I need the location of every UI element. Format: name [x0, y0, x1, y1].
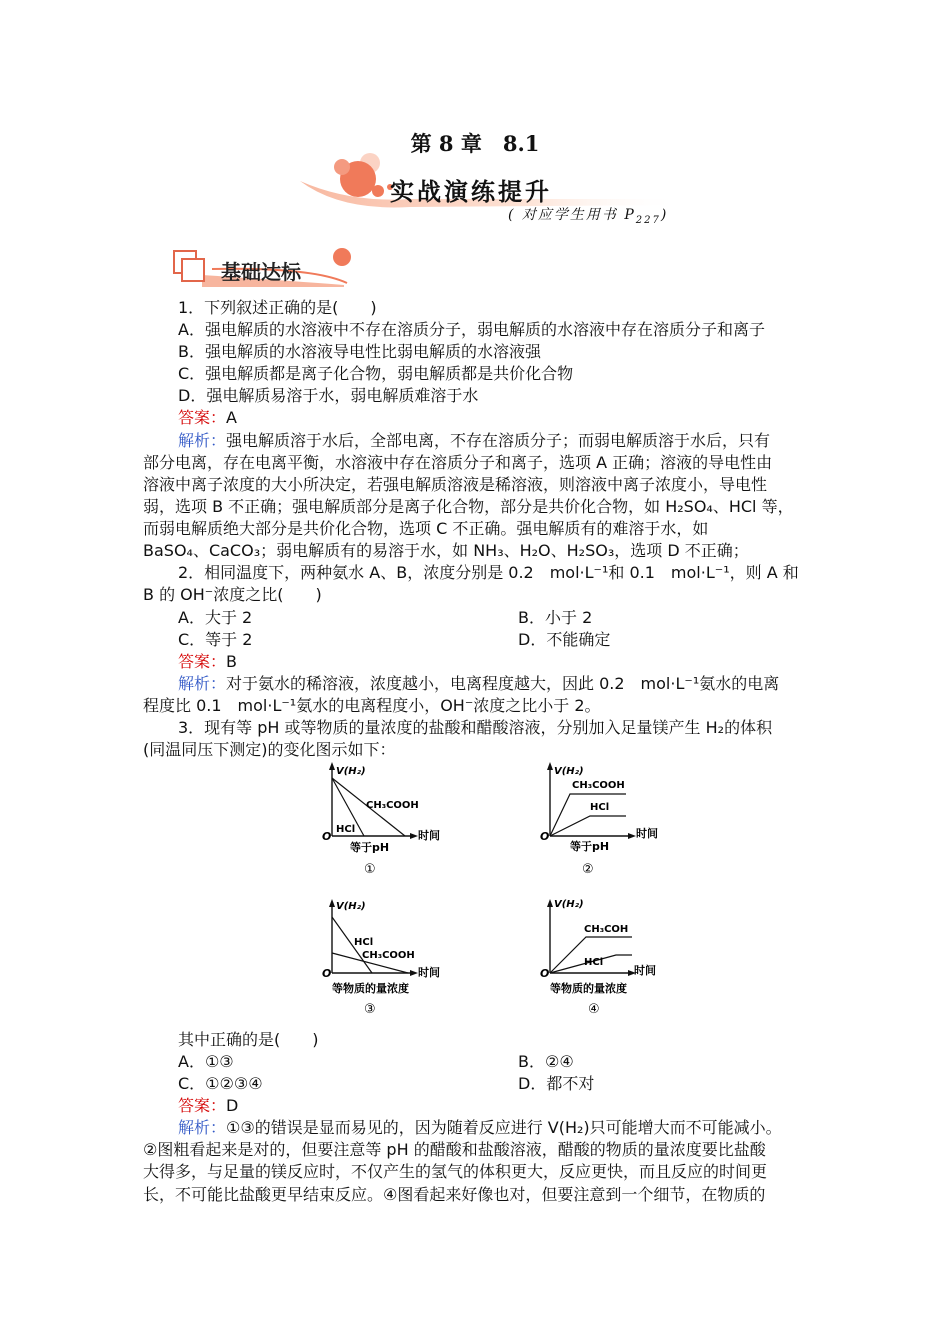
- graph-4: [528, 895, 678, 1020]
- q3-analysis-2: ②图粗看起来是对的，但要注意等 pH 的醋酸和盐酸溶液，醋酸的物质的量浓度要比盐酸: [143, 1140, 766, 1159]
- graph-3-line2-label: CH₃COOH: [362, 950, 415, 961]
- q1-option-a: A．强电解质的水溶液中不存在溶质分子，弱电解质的水溶液中存在溶质分子和离子: [178, 320, 765, 339]
- section-title: 基础达标: [221, 260, 301, 284]
- graph-4-origin: O: [540, 967, 550, 980]
- graph-4-xlabel: 时间: [634, 964, 656, 977]
- graph-2-line2-label: HCl: [590, 802, 610, 813]
- q1-analysis-4: 弱，选项 B 不正确；强电解质部分是离子化合物，部分是共价化合物，如 H₂SO₄、HCl 等，: [143, 497, 794, 516]
- q2-option-a: A．大于 2: [178, 608, 253, 627]
- graph-4-number: ④: [588, 1002, 600, 1017]
- graph-2-origin: O: [540, 830, 550, 843]
- q2-stem-1: 2．相同温度下，两种氨水 A、B，浓度分别是 0.2 mol·L⁻¹和 0.1 mol·L⁻¹，则 A 和: [178, 563, 799, 582]
- q2-option-c: C．等于 2: [178, 630, 253, 649]
- graph-3-ylabel: V(H₂): [336, 901, 366, 912]
- q1-analysis-3: 溶液中离子浓度的大小所决定，若强电解质溶液是稀溶液，则溶液中离子浓度小，导电性: [143, 475, 768, 494]
- q3-answer: 答案：D: [178, 1096, 239, 1115]
- graph-2-xlabel: 时间: [636, 827, 658, 840]
- graph-1-number: ①: [364, 862, 376, 877]
- graph-3-origin: O: [322, 967, 332, 980]
- graph-1-ylabel: V(H₂): [336, 766, 366, 777]
- graph-1-origin: O: [322, 830, 332, 843]
- graph-2-line1-label: CH₃COOH: [572, 780, 625, 791]
- graph-3-number: ③: [364, 1002, 376, 1017]
- q1-option-c: C．强电解质都是离子化合物，弱电解质都是共价化合物: [178, 364, 574, 383]
- graph-3-caption: 等物质的量浓度: [332, 982, 409, 995]
- chapter-title: 第 8 章 8.1: [410, 131, 540, 156]
- q3-option-d: D．都不对: [518, 1074, 595, 1093]
- graph-1-line1-label: CH₃COOH: [366, 800, 419, 811]
- graph-4-ylabel: V(H₂): [554, 899, 584, 910]
- q2-analysis-2: 程度比 0.1 mol·L⁻¹氨水的电离程度小，OH⁻浓度之比小于 2。: [143, 696, 601, 715]
- graph-2-caption: 等于pH: [570, 840, 610, 853]
- q3-option-c: C．①②③④: [178, 1074, 263, 1093]
- q1-analysis-2: 部分电离，存在电离平衡，水溶液中存在溶质分子和离子，选项 A 正确；溶液的导电性由: [143, 453, 773, 472]
- banner-title: 实战演练提升: [390, 178, 552, 206]
- graph-1: [310, 758, 460, 883]
- q1-option-b: B．强电解质的水溶液导电性比弱电解质的水溶液强: [178, 342, 541, 361]
- q1-analysis-6: BaSO₄、CaCO₃；弱电解质有的易溶于水，如 NH₃、H₂O、H₂SO₃，选项 D 不正确；: [143, 541, 749, 560]
- q3-analysis-4: 长，不可能比盐酸更早结束反应。④图看起来好像也对，但要注意到一个细节，在物质的: [143, 1185, 766, 1204]
- graph-4-line1-label: CH₃COH: [584, 924, 629, 935]
- q3-stem-1: 3．现有等 pH 或等物质的量浓度的盐酸和醋酸溶液，分别加入足量镁产生 H₂的体积: [178, 718, 773, 737]
- q3-stem-2: (同温同压下测定)的变化图示如下：: [143, 740, 396, 759]
- q3-stem-3: 其中正确的是( ): [178, 1030, 319, 1049]
- q2-option-b: B．小于 2: [518, 608, 593, 627]
- graph-4-line2-label: HCl: [584, 957, 604, 968]
- q2-analysis-1: 解析：对于氨水的稀溶液，浓度越小，电离程度越大，因此 0.2 mol·L⁻¹氨水的电离: [178, 674, 780, 693]
- q2-option-d: D．不能确定: [518, 630, 611, 649]
- graph-1-caption: 等于pH: [350, 841, 390, 854]
- banner-subtitle: ( 对应学生用书 $P_{227}$): [508, 207, 669, 226]
- q1-analysis-1: 解析：强电解质溶于水后，全部电离，不存在溶质分子；而弱电解质溶于水后，只有: [178, 431, 771, 450]
- graph-2-ylabel: V(H₂): [554, 766, 584, 777]
- graph-2: [528, 758, 678, 883]
- q1-answer: 答案：A: [178, 408, 237, 427]
- graph-2-number: ②: [582, 862, 594, 877]
- graph-3-line1-label: HCl: [354, 937, 374, 948]
- graph-3: [310, 895, 460, 1020]
- q2-answer: 答案：B: [178, 652, 237, 671]
- graph-1-line2-label: HCl: [336, 824, 356, 835]
- q1-option-d: D．强电解质易溶于水，弱电解质难溶于水: [178, 386, 479, 405]
- q3-analysis-3: 大得多，与足量的镁反应时，不仅产生的氢气的体积更大，反应更快，而且反应的时间更: [143, 1162, 768, 1181]
- graph-2-line-hcl: [550, 816, 626, 836]
- q1-stem: 1．下列叙述正确的是( ): [178, 298, 377, 317]
- q3-analysis-1: 解析：①③的错误是显而易见的，因为随着反应进行 V(H₂)只可能增大而不可能减小。: [178, 1118, 782, 1137]
- graph-4-caption: 等物质的量浓度: [550, 982, 627, 995]
- graph-1-xlabel: 时间: [418, 829, 440, 842]
- q3-option-b: B．②④: [518, 1052, 574, 1071]
- graph-3-xlabel: 时间: [418, 966, 440, 979]
- q1-analysis-5: 而弱电解质绝大部分是共价化合物，选项 C 不正确。强电解质有的难溶于水，如: [143, 519, 709, 538]
- q3-option-a: A．①③: [178, 1052, 234, 1071]
- q2-stem-2: B 的 OH⁻浓度之比( ): [143, 585, 322, 604]
